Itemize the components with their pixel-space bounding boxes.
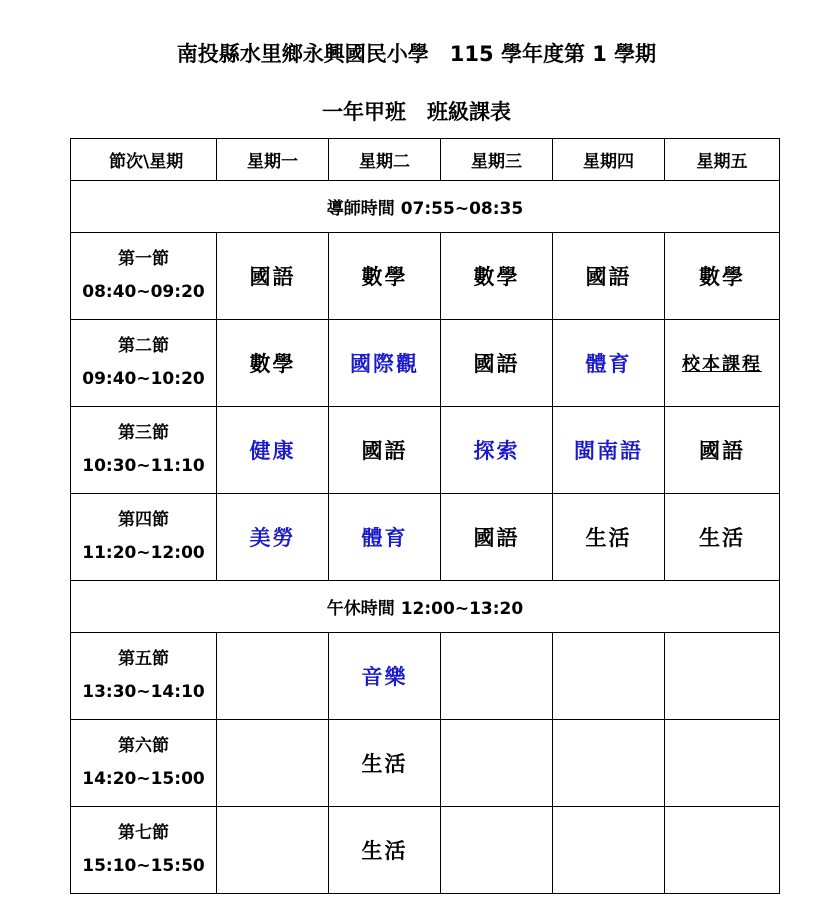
period-name: 第七節 — [118, 823, 169, 843]
subject-cell: 閩南語 — [553, 407, 665, 494]
day-header-wed: 星期三 — [441, 139, 553, 181]
period-time: 09:40~10:20 — [82, 369, 205, 389]
period-row — [71, 633, 780, 720]
subject-cell — [665, 720, 780, 807]
period-time: 15:10~15:50 — [82, 856, 205, 876]
subject-cell — [217, 720, 329, 807]
subject-cell: 校本課程 — [665, 320, 780, 407]
subject-cell: 國語 — [217, 233, 329, 320]
subject-cell: 國語 — [329, 407, 441, 494]
morning-band-row — [71, 181, 780, 233]
subject-cell: 探索 — [441, 407, 553, 494]
subject-cell — [217, 807, 329, 894]
period-row — [71, 233, 780, 320]
subject-cell — [441, 720, 553, 807]
period-cell — [71, 233, 217, 320]
day-header-mon: 星期一 — [217, 139, 329, 181]
subject-cell: 國語 — [441, 320, 553, 407]
subject-cell — [553, 807, 665, 894]
subject-cell — [553, 720, 665, 807]
subject-cell: 健康 — [217, 407, 329, 494]
period-cell — [71, 633, 217, 720]
subject-cell: 音樂 — [329, 633, 441, 720]
subject-cell: 體育 — [329, 494, 441, 581]
period-row — [71, 407, 780, 494]
lunch-band-row — [71, 581, 780, 633]
corner-header: 節次\星期 — [71, 139, 217, 181]
period-name: 第五節 — [118, 649, 169, 669]
period-name: 第三節 — [118, 423, 169, 443]
subject-cell: 數學 — [441, 233, 553, 320]
period-cell — [71, 807, 217, 894]
subject-cell: 數學 — [329, 233, 441, 320]
period-time: 08:40~09:20 — [82, 282, 205, 302]
morning-band: 導師時間 07:55~08:35 — [71, 181, 780, 233]
subject-cell — [441, 807, 553, 894]
subject-cell: 國語 — [441, 494, 553, 581]
period-cell — [71, 407, 217, 494]
period-name: 第四節 — [118, 510, 169, 530]
period-row — [71, 720, 780, 807]
subject-cell: 國際觀 — [329, 320, 441, 407]
school-title: 南投縣水里鄉永興國民小學 115 學年度第 1 學期 — [176, 42, 657, 66]
subject-cell: 數學 — [217, 320, 329, 407]
period-name: 第二節 — [118, 336, 169, 356]
period-cell — [71, 494, 217, 581]
period-time: 13:30~14:10 — [82, 682, 205, 702]
subject-cell — [441, 633, 553, 720]
period-time: 14:20~15:00 — [82, 769, 205, 789]
subject-cell: 體育 — [553, 320, 665, 407]
subject-cell: 國語 — [665, 407, 780, 494]
subject-cell: 生活 — [553, 494, 665, 581]
period-time: 11:20~12:00 — [82, 543, 205, 563]
subject-cell — [665, 633, 780, 720]
subject-cell: 美勞 — [217, 494, 329, 581]
period-cell — [71, 320, 217, 407]
period-name: 第一節 — [118, 249, 169, 269]
period-row — [71, 494, 780, 581]
period-cell — [71, 720, 217, 807]
period-row — [71, 320, 780, 407]
subject-cell: 生活 — [329, 720, 441, 807]
day-header-fri: 星期五 — [665, 139, 780, 181]
subject-cell: 國語 — [553, 233, 665, 320]
subject-cell — [665, 807, 780, 894]
period-name: 第六節 — [118, 736, 169, 756]
header-row — [71, 139, 780, 181]
subject-cell: 生活 — [665, 494, 780, 581]
subject-cell — [553, 633, 665, 720]
period-time: 10:30~11:10 — [82, 456, 205, 476]
subject-cell — [217, 633, 329, 720]
timetable — [70, 138, 780, 894]
subject-cell: 數學 — [665, 233, 780, 320]
period-row — [71, 807, 780, 894]
day-header-tue: 星期二 — [329, 139, 441, 181]
day-header-thu: 星期四 — [553, 139, 665, 181]
class-title: 一年甲班 班級課表 — [322, 100, 511, 124]
subject-cell: 生活 — [329, 807, 441, 894]
lunch-band: 午休時間 12:00~13:20 — [71, 581, 780, 633]
